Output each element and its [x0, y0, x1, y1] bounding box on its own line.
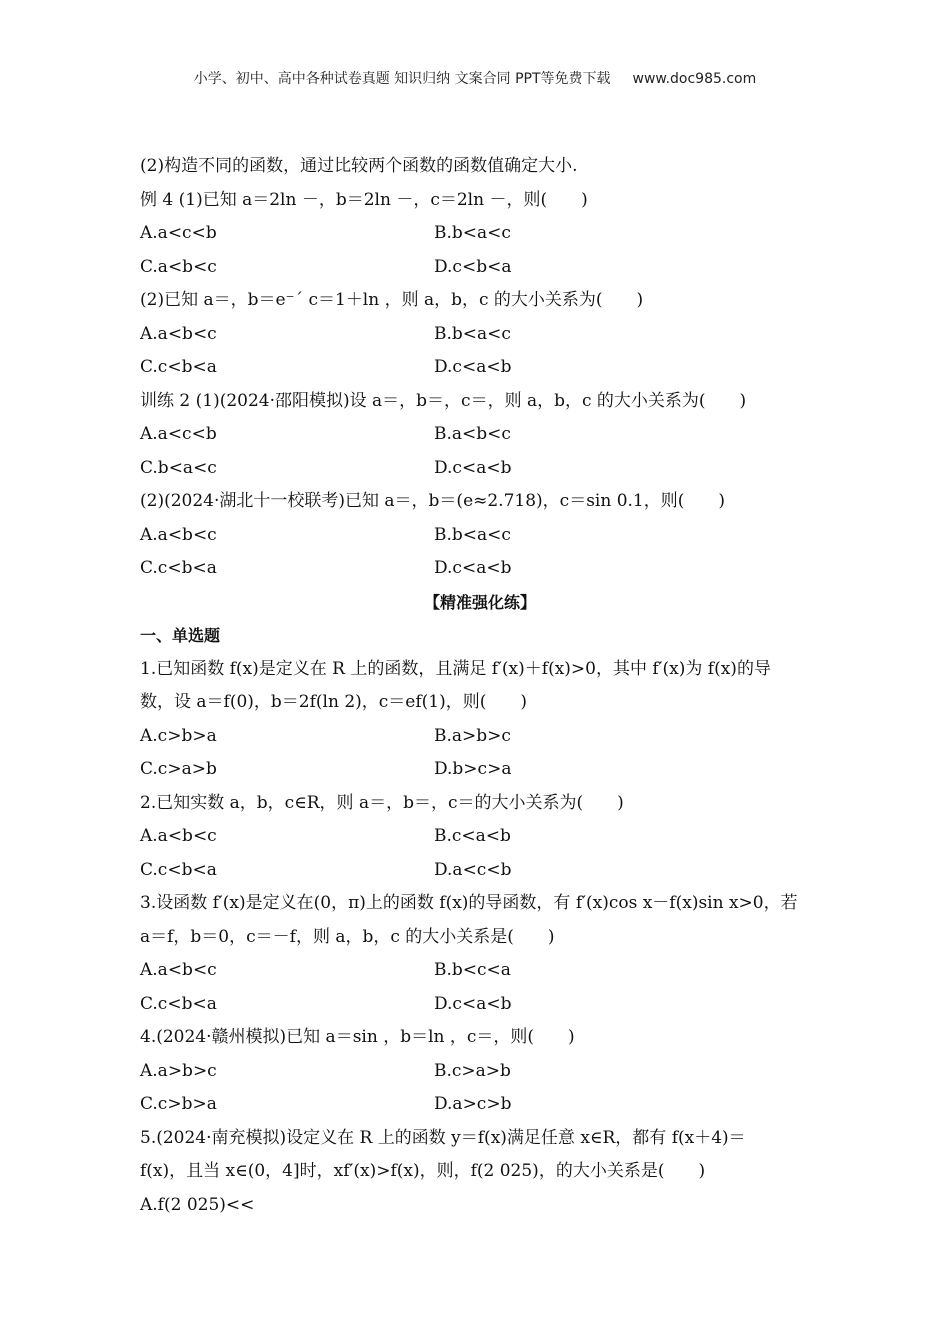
option-row [140, 720, 820, 754]
text-line: 3.设函数 f′(x)是定义在(0，π)上的函数 f(x)的导函数，有 f′(x)cos x－f(x)sin x>0，若 [140, 893, 798, 913]
answer-option: C.c<b<a [140, 993, 217, 1014]
text-line: 例 4 (1)已知 a＝2ln －，b＝2ln －，c＝2ln －，则( ) [140, 189, 588, 210]
answer-option: B.a<b<c [434, 424, 511, 444]
text-line: (2)构造不同的函数，通过比较两个函数的函数值确定大小. [140, 156, 578, 176]
answer-option: B.b<a<c [434, 223, 511, 243]
option-row [140, 1088, 820, 1122]
document-body [140, 150, 820, 1222]
text-line: 训练 2 (1)(2024·邵阳模拟)设 a＝，b＝，c＝，则 a，b，c 的大小关系为( ) [140, 390, 747, 411]
answer-option: A.a<b<c [140, 524, 217, 545]
text-line: 5.(2024·南充模拟)设定义在 R 上的函数 y＝f(x)满足任意 x∈R，都有 f(x＋4)＝ [140, 1127, 746, 1148]
answer-option: A.a<b<c [140, 826, 217, 846]
answer-option: A.a<c<b [140, 424, 217, 444]
text-line: f(x)，且当 x∈(0，4]时，xf′(x)>f(x)，则，f(2 025)，的大小关系是( ) [140, 1161, 706, 1181]
option-row [140, 1055, 820, 1089]
answer-option: A.a<b<c [140, 960, 217, 980]
answer-option: B.a>b>c [434, 725, 511, 746]
answer-option: D.a>c>b [434, 1094, 512, 1114]
option-row [140, 954, 820, 988]
answer-option: A.a>b>c [140, 1060, 217, 1081]
answer-option: D.c<b<a [434, 256, 512, 277]
option-row [140, 988, 820, 1022]
option-row [140, 217, 820, 251]
text-line: 2.已知实数 a，b，c∈R，则 a＝，b＝，c＝的大小关系为( ) [140, 792, 624, 813]
text-line: (2)已知 a＝，b＝e⁻ˊ c＝1＋ln ，则 a，b，c 的大小关系为( ) [140, 290, 644, 310]
text-line: (2)(2024·湖北十一校联考)已知 a＝，b＝(e≈2.718)，c＝sin 0.1，则( ) [140, 491, 726, 511]
option-row [140, 519, 820, 553]
section-title: 【精准强化练】 [423, 592, 536, 612]
text-line: a＝f，b＝0，c＝－f，则 a，b，c 的大小关系是( ) [140, 926, 555, 947]
answer-option: D.c<a<b [434, 457, 512, 478]
text-line: A.f(2 025)<< [140, 1194, 255, 1215]
option-row [140, 351, 820, 385]
answer-option: B.c>a>b [434, 1060, 511, 1081]
option-row [140, 251, 820, 285]
answer-option: C.c<b<a [140, 357, 217, 377]
answer-option: B.b<a<c [434, 524, 511, 545]
text-line: 1.已知函数 f(x)是定义在 R 上的函数，且满足 f′(x)＋f(x)>0，其中 f′(x)为 f(x)的导 [140, 658, 771, 679]
header-text: 小学、初中、高中各种试卷真题 知识归纳 文案合同 PPT等免费下载 [193, 71, 611, 87]
answer-option: B.c<a<b [434, 826, 511, 846]
answer-option: C.b<a<c [140, 457, 217, 478]
section-heading: 一、单选题 [140, 626, 221, 645]
option-row [140, 452, 820, 486]
answer-option: B.b<a<c [434, 323, 511, 344]
text-line: 数，设 a＝f(0)，b＝2f(ln 2)，c＝ef(1)，则( ) [140, 692, 527, 712]
answer-option: C.c>b>a [140, 1094, 217, 1114]
answer-option: D.c<a<b [434, 558, 512, 578]
answer-option: C.c>a>b [140, 759, 217, 779]
answer-option: C.a<b<c [140, 256, 217, 277]
answer-option: D.c<a<b [434, 993, 512, 1014]
answer-option: A.a<c<b [140, 223, 217, 243]
page-header [0, 68, 950, 88]
option-row [140, 820, 820, 854]
option-row [140, 854, 820, 888]
option-row [140, 418, 820, 452]
option-row [140, 753, 820, 787]
header-site-link[interactable]: www.doc985.com [632, 71, 757, 87]
answer-option: C.c<b<a [140, 859, 217, 880]
option-row [140, 552, 820, 586]
answer-option: D.a<c<b [434, 859, 512, 880]
answer-option: C.c<b<a [140, 558, 217, 578]
answer-option: D.b>c>a [434, 759, 512, 779]
answer-option: A.a<b<c [140, 323, 217, 344]
answer-option: D.c<a<b [434, 357, 512, 377]
answer-option: B.b<c<a [434, 960, 511, 980]
option-row [140, 318, 820, 352]
answer-option: A.c>b>a [140, 725, 217, 746]
text-line: 4.(2024·赣州模拟)已知 a＝sin ，b＝ln ，c＝，则( ) [140, 1027, 575, 1047]
